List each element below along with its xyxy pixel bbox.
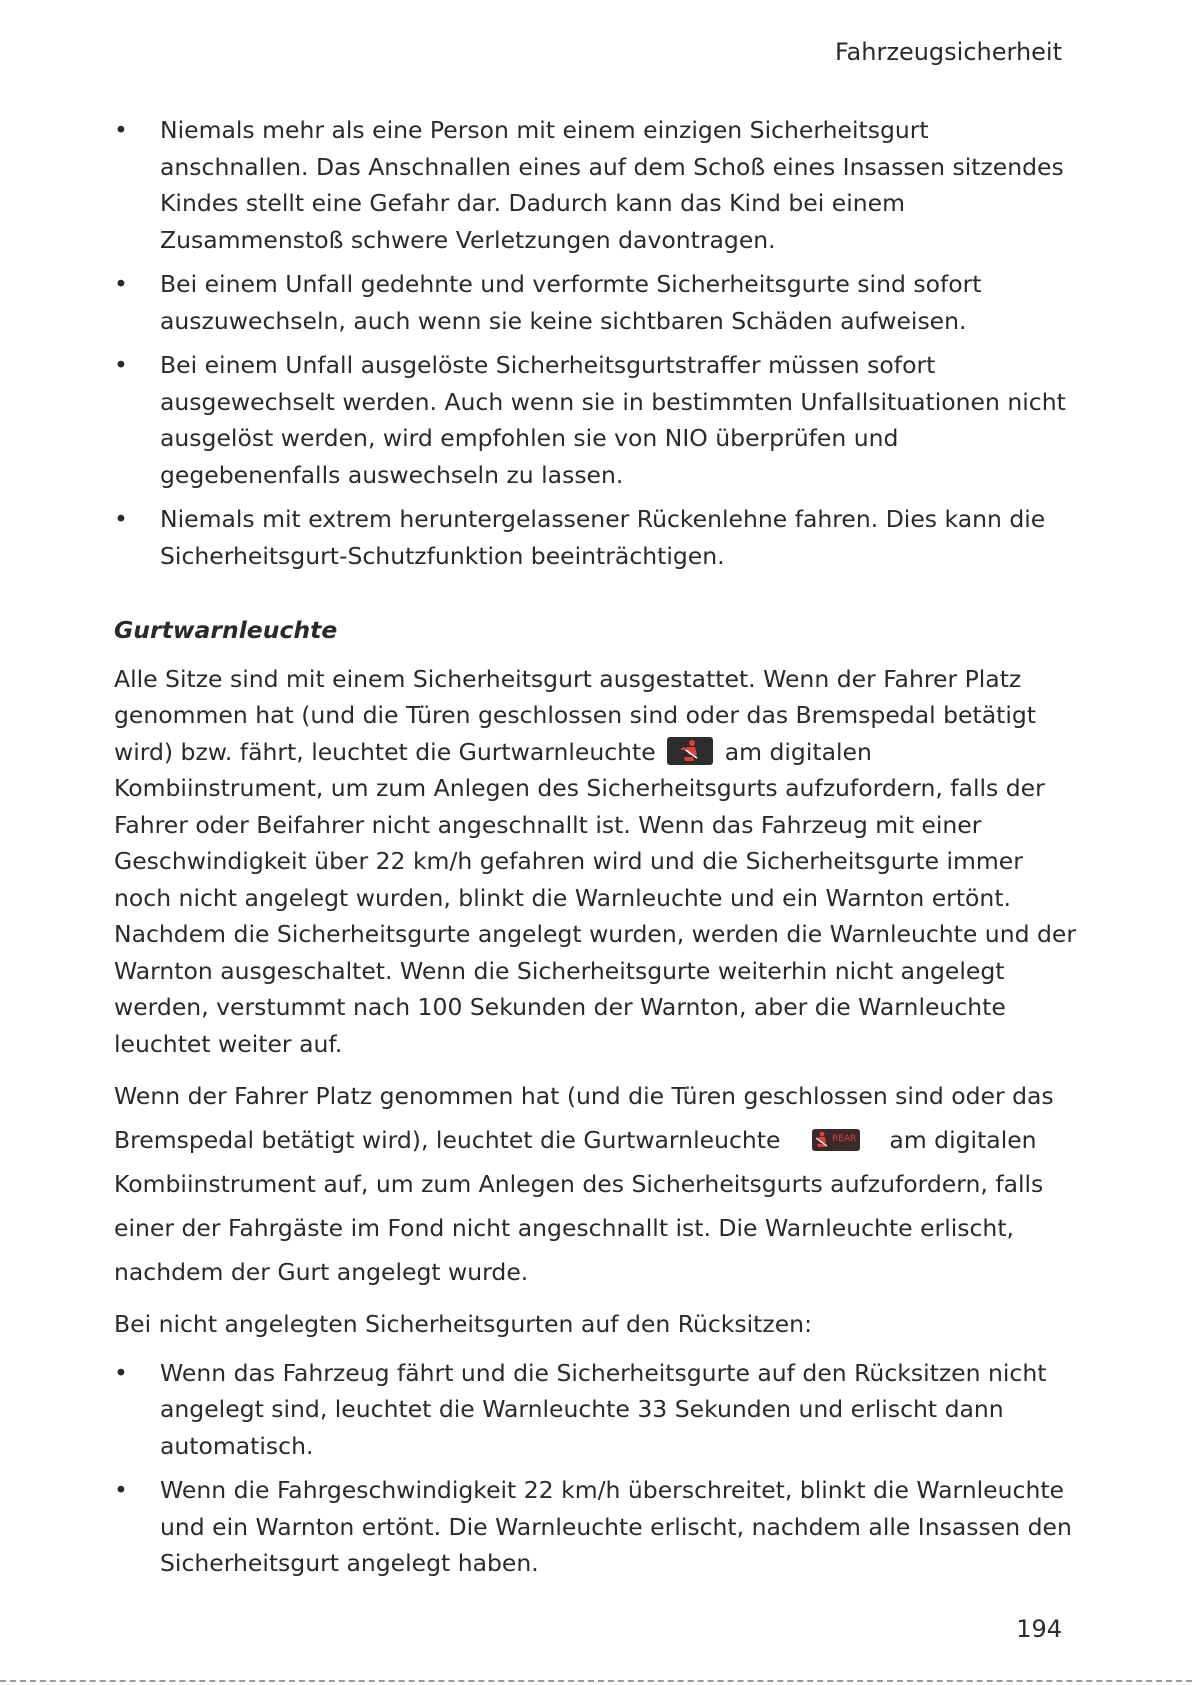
paragraph-text: am digitalen Kombiinstrument, um zum Anlegen des Sicherheitsgurts aufzufordern, falls der Fahrer oder Beifahrer nicht angeschnallt ist. Wenn das Fahrzeug mit einer Geschwindigkeit über 22 km/h gefahren wird und die Sicherheitsgurte immer noch nicht angelegt wurden, blinkt die Warnleuchte und ein Warnton ertönt. Nachdem die Sicherheitsgurte angelegt wurden, werden die Warnleuchte und der Warnton ausgeschaltet. Wenn die Sicherheitsgurte weiterhin nicht angelegt werden, verstummt nach 100 Sekunden der Warnton, aber die Warnleuchte leuchtet weiter auf. <box>114 737 1077 1058</box>
paragraph-rear-intro: Bei nicht angelegten Sicherheitsgurten auf den Rücksitzen: <box>114 1310 812 1338</box>
list-item <box>114 266 1084 339</box>
paragraph-rear-seat-warning <box>114 1074 1084 1294</box>
list-item <box>114 112 1084 258</box>
page-content <box>114 112 1084 1590</box>
bullet-glyph: • <box>114 1476 128 1504</box>
section-heading: Gurtwarnleuchte <box>114 616 338 644</box>
bullet-glyph: • <box>114 270 128 298</box>
rear-seatbelt-warning-icon <box>812 1129 860 1151</box>
list-item-text: Wenn die Fahrgeschwindigkeit 22 km/h überschreitet, blinkt die Warnleuchte und ein Warnton ertönt. Die Warnleuchte erlischt, nachdem alle Insassen den Sicherheitsgurt angelegt haben. <box>160 1476 1072 1577</box>
page-number: 194 <box>1016 1615 1062 1643</box>
list-item-text: Wenn das Fahrzeug fährt und die Sicherheitsgurte auf den Rücksitzen nicht angelegt sind, leuchtet die Warnleuchte 33 Sekunden und erlischt dann automatisch. <box>160 1358 1047 1460</box>
page-header-title: Fahrzeugsicherheit <box>834 38 1062 66</box>
list-item-text: Niemals mit extrem heruntergelassener Rückenlehne fahren. Dies kann die Sicherheitsgurt-Schutzfunktion beeinträchtigen. <box>160 505 1046 570</box>
list-item-text: Bei einem Unfall gedehnte und verformte Sicherheitsgurte sind sofort auszuwechseln, auch wenn sie keine sichtbaren Schäden aufweisen. <box>160 270 982 335</box>
list-item-text: Niemals mehr als eine Person mit einem einzigen Sicherheitsgurt anschnallen. Das Anschnallen eines auf dem Schoß eines Insassen sitzendes Kindes stellt eine Gefahr dar. Dadurch kann das Kind bei einem Zusammenstoß schwere Verletzungen davontragen. <box>160 116 1064 254</box>
list-item <box>114 1355 1084 1465</box>
seatbelt-warning-icon <box>667 737 713 765</box>
bullet-glyph: • <box>114 116 128 144</box>
paragraph-text: Alle Sitze sind mit einem Sicherheitsgurt ausgestattet. Wenn der Fahrer Platz genommen hat (und die Türen geschlossen sind oder das Bremspedal betätigt wird) bzw. fährt, leuchtet die Gurtwarnleuchte <box>114 664 1036 766</box>
paragraph-text: am digitalen Kombiinstrument auf, um zum Anlegen des Sicherheitsgurts aufzufordern, falls einer der Fahrgäste im Fond nicht angeschnallt ist. Die Warnleuchte erlischt, nachdem der Gurt angelegt wurde. <box>114 1126 1044 1286</box>
bullet-glyph: • <box>114 1358 128 1387</box>
list-item <box>114 347 1084 493</box>
list-item-text: Bei einem Unfall ausgelöste Sicherheitsgurtstraffer müssen sofort ausgewechselt werden. Auch wenn sie in bestimmten Unfallsituationen nicht ausgelöst werden, wird empfohlen sie von NIO überprüfen und gegebenenfalls auswechseln zu lassen. <box>160 351 1066 489</box>
rear-seat-bullet-list <box>114 1355 1084 1582</box>
page-bottom-divider <box>0 1680 1192 1682</box>
bullet-glyph: • <box>114 351 128 379</box>
paragraph-front-seat-warning <box>114 661 1084 1063</box>
list-item <box>114 1472 1084 1582</box>
list-item <box>114 501 1084 574</box>
paragraph-text: Wenn der Fahrer Platz genommen hat (und die Türen geschlossen sind oder das Bremspedal betätigt wird), leuchtet die Gurtwarnleuchte <box>114 1082 1054 1154</box>
safety-bullet-list <box>114 112 1084 574</box>
rear-icon-label: REAR <box>831 1134 857 1144</box>
bullet-glyph: • <box>114 505 128 533</box>
